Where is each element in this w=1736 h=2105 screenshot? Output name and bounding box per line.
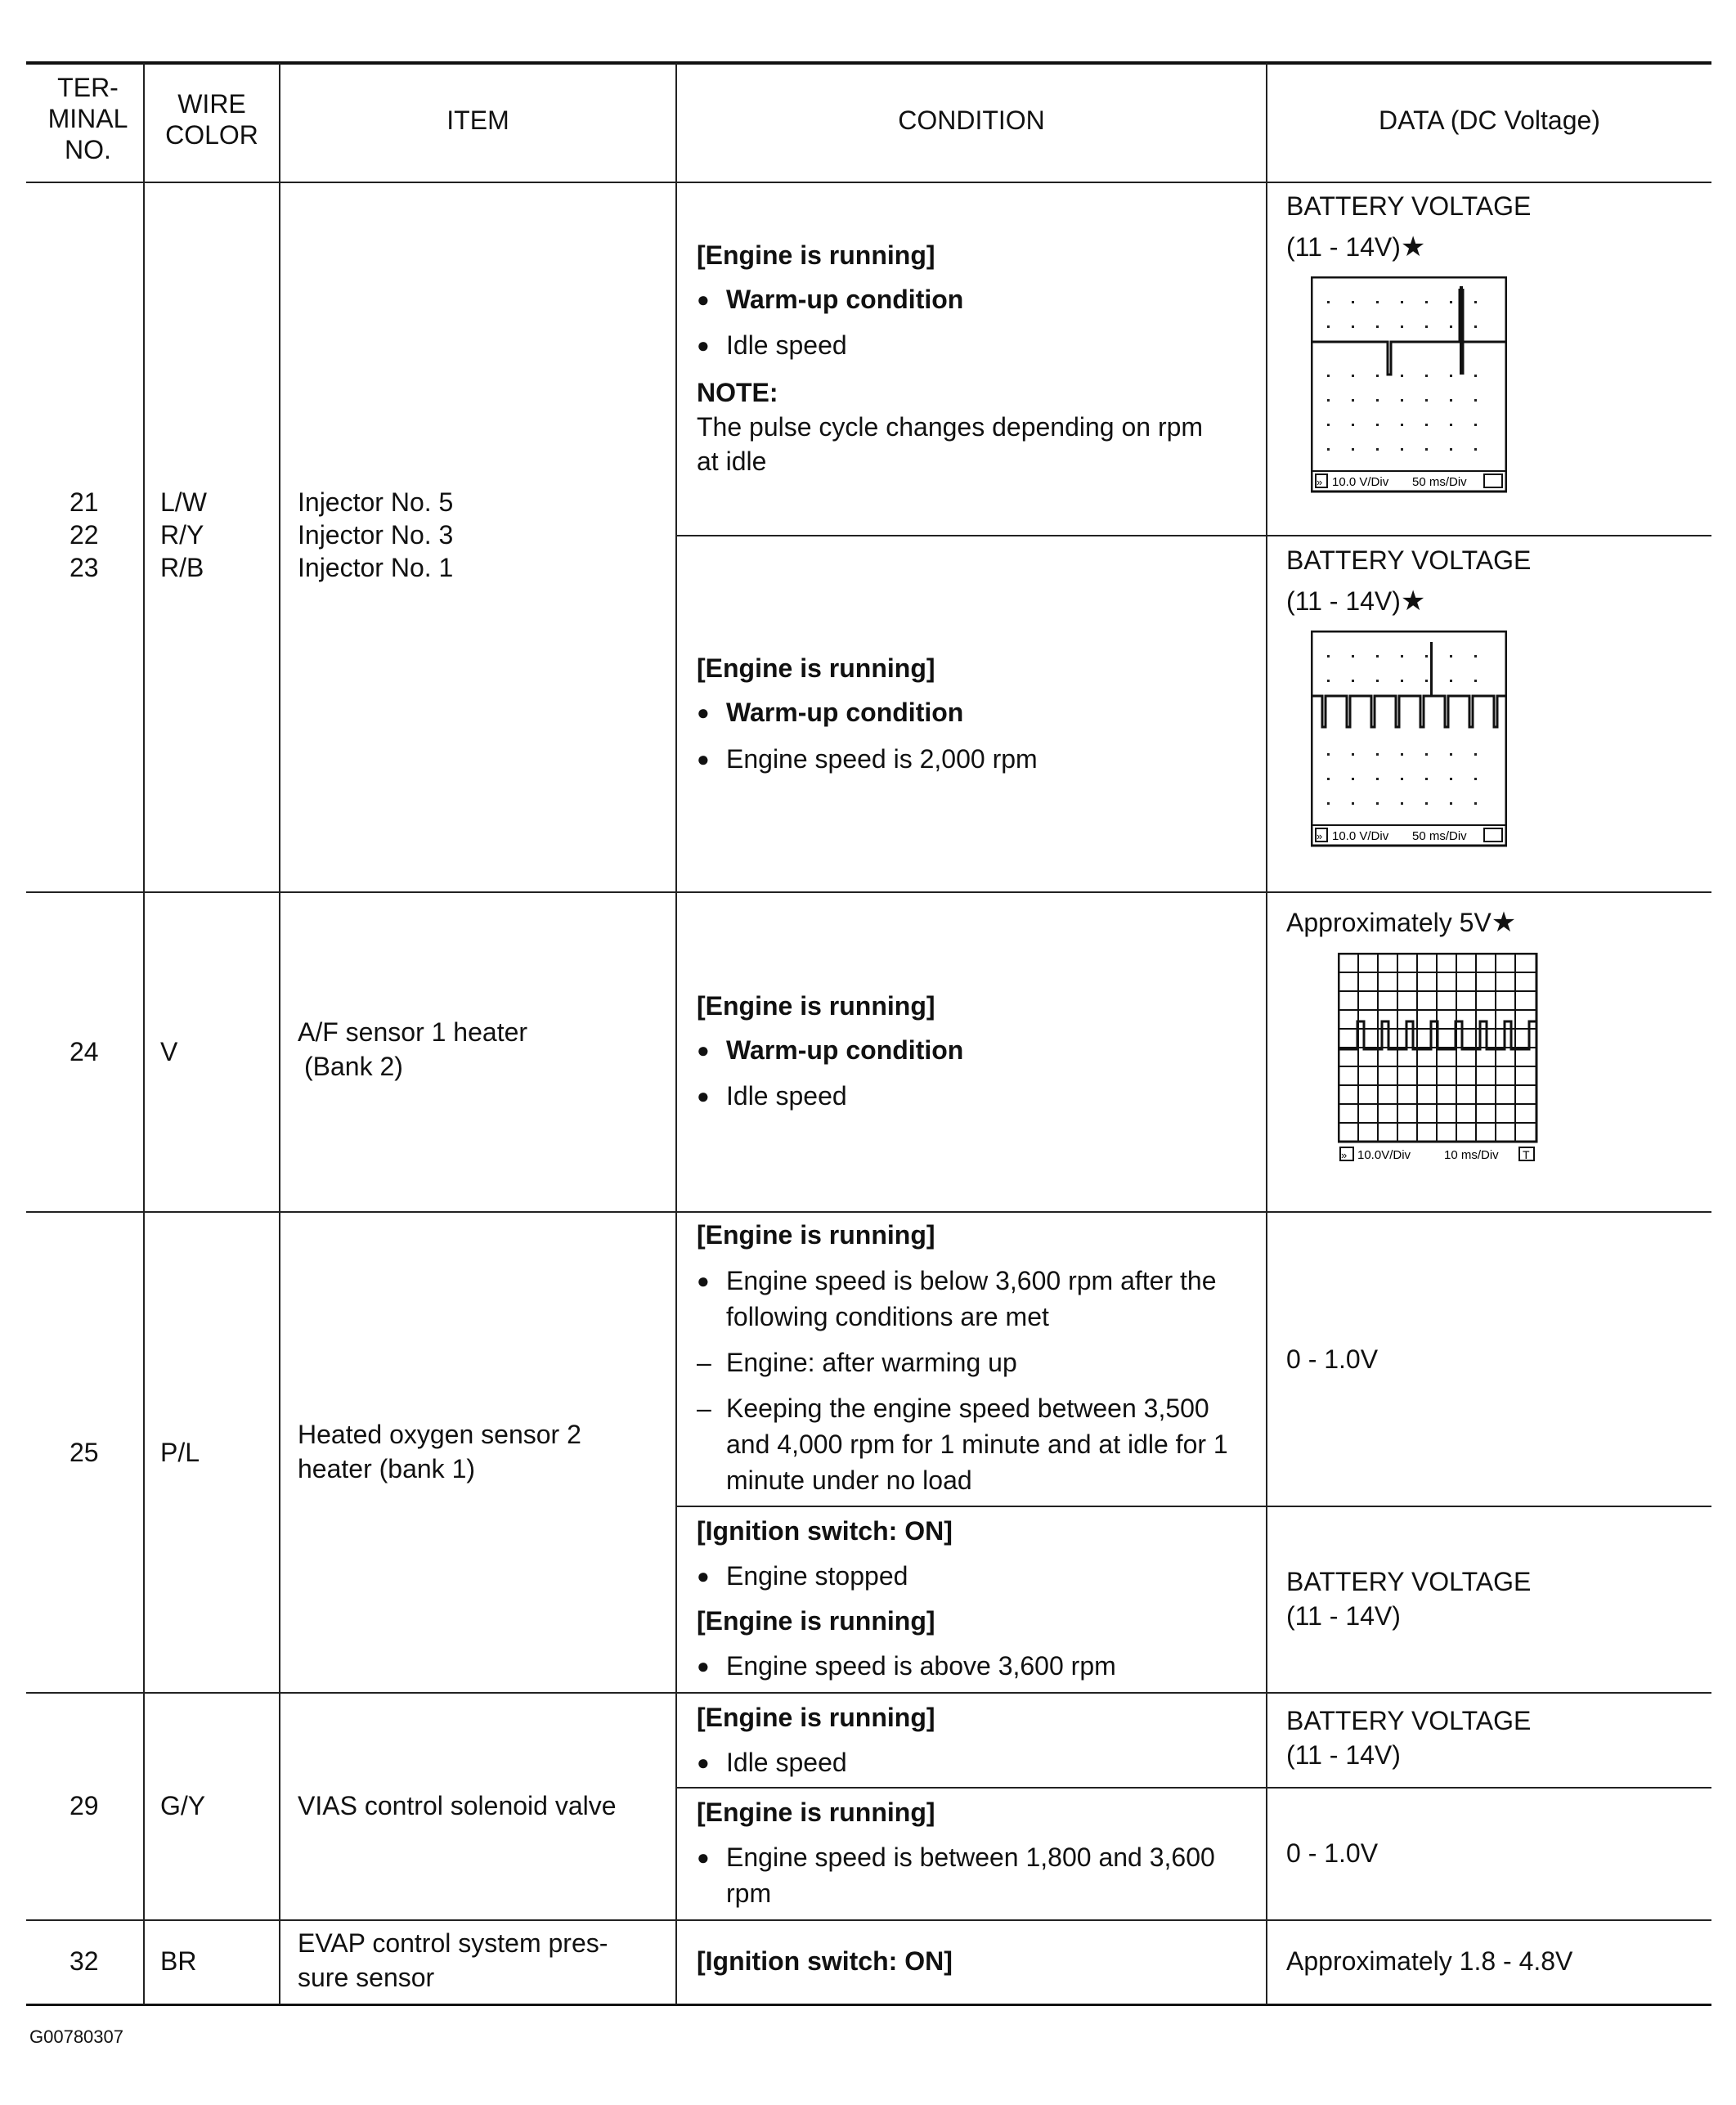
condition-bullet: ● Warm-up condition xyxy=(697,1032,963,1068)
header-wire-line: COLOR xyxy=(165,120,258,150)
condition-text: minute under no load xyxy=(726,1465,972,1495)
condition-heading: [Engine is running] xyxy=(697,653,935,683)
terminal-no: 24 xyxy=(70,1037,99,1066)
col-rule-4 xyxy=(1266,63,1267,2004)
wire-color: G/Y xyxy=(160,1791,206,1820)
oscilloscope-waveform xyxy=(1338,953,1538,1164)
condition-bullet: ● Idle speed xyxy=(697,1078,847,1114)
header-terminal-line: MINAL xyxy=(47,104,128,133)
star-icon: ★ xyxy=(1400,586,1426,617)
data-value: Approximately 1.8 - 4.8V xyxy=(1286,1946,1573,1976)
condition-text: following conditions are met xyxy=(726,1302,1049,1331)
row-divider-29-mid xyxy=(675,1787,1711,1789)
item-name: Heated oxygen sensor 2 xyxy=(298,1420,581,1449)
wire-color: L/W xyxy=(160,487,207,517)
scope-time-div: 10 ms/Div xyxy=(1444,1148,1499,1162)
scope-frame xyxy=(1312,631,1506,846)
scope-frame xyxy=(1312,277,1506,491)
row-divider-25-mid xyxy=(675,1506,1711,1507)
item-name: Injector No. 5 xyxy=(298,487,454,517)
item-name: sure sensor xyxy=(298,1963,435,1992)
header-data: DATA (DC Voltage) xyxy=(1379,105,1600,135)
condition-heading: [Engine is running] xyxy=(697,1703,935,1732)
data-value: 0 - 1.0V xyxy=(1286,1838,1379,1868)
condition-heading: [Ignition switch: ON] xyxy=(697,1516,953,1546)
item-name: Injector No. 1 xyxy=(298,553,454,582)
item-name: EVAP control system pres- xyxy=(298,1928,608,1958)
data-value xyxy=(1286,904,1516,940)
col-rule-2 xyxy=(279,63,280,2004)
terminal-no: 25 xyxy=(70,1438,99,1467)
data-value: 0 - 1.0V xyxy=(1286,1344,1379,1374)
star-icon: ★ xyxy=(1491,907,1517,938)
wire-color: R/Y xyxy=(160,520,204,550)
terminal-no: 22 xyxy=(70,520,99,550)
wire-color: BR xyxy=(160,1946,197,1976)
condition-bullet xyxy=(697,1263,1216,1335)
oscilloscope-waveform xyxy=(1311,276,1507,493)
condition-bullet: ● Engine stopped xyxy=(697,1558,908,1594)
scope-time-div: 50 ms/Div xyxy=(1412,475,1467,489)
item-name: Injector No. 3 xyxy=(298,520,454,550)
condition-sub-item: – Engine: after warming up xyxy=(697,1344,1017,1380)
note-text: at idle xyxy=(697,447,767,476)
row-divider-injectors-mid xyxy=(675,535,1711,536)
figure-code: G00780307 xyxy=(29,2026,123,2047)
condition-text: rpm xyxy=(726,1878,772,1908)
data-value: BATTERY VOLTAGE xyxy=(1286,191,1532,221)
data-value-text: Approximately 5V xyxy=(1286,908,1492,937)
scope-volt-div: 10.0V/Div xyxy=(1357,1148,1411,1162)
wire-color: P/L xyxy=(160,1438,200,1467)
scope-trace xyxy=(1339,1021,1536,1049)
star-icon: ★ xyxy=(1400,231,1426,263)
terminal-no: 21 xyxy=(70,487,99,517)
scope-spike xyxy=(1460,286,1463,375)
col-rule-1 xyxy=(143,63,145,2004)
terminal-no: 29 xyxy=(70,1791,99,1820)
condition-heading: [Engine is running] xyxy=(697,1220,935,1250)
condition-heading: [Engine is running] xyxy=(697,1606,935,1636)
header-terminal-line: NO. xyxy=(65,135,111,164)
condition-heading: [Engine is running] xyxy=(697,1798,935,1827)
condition-text: ● Engine speed is between 1,800 and 3,600 xyxy=(726,1842,1215,1872)
condition-heading: [Ignition switch: ON] xyxy=(697,1946,953,1976)
scope-trigger: T xyxy=(1523,1148,1530,1161)
header-terminal-line: TER- xyxy=(57,73,119,102)
condition-bullet: ● Idle speed xyxy=(697,1744,847,1780)
data-value xyxy=(1286,229,1425,265)
header-condition: CONDITION xyxy=(898,105,1045,135)
condition-bullet: ● Engine speed is 2,000 rpm xyxy=(697,741,1038,777)
item-name: VIAS control solenoid valve xyxy=(298,1791,617,1820)
scope-time-div: 50 ms/Div xyxy=(1412,829,1467,843)
condition-bullet xyxy=(697,1839,1215,1911)
header-wire-line: WIRE xyxy=(177,89,246,119)
col-rule-3 xyxy=(675,63,677,2004)
wire-color: V xyxy=(160,1037,178,1066)
condition-bullet: ● Engine speed is above 3,600 rpm xyxy=(697,1648,1116,1684)
condition-bullet: ● Warm-up condition xyxy=(697,694,963,730)
note-label: NOTE: xyxy=(697,378,778,407)
item-name: (Bank 2) xyxy=(304,1052,403,1081)
condition-heading: [Engine is running] xyxy=(697,991,935,1021)
data-value: BATTERY VOLTAGE xyxy=(1286,1706,1532,1735)
data-value: BATTERY VOLTAGE xyxy=(1286,1567,1532,1596)
condition-text: and 4,000 rpm for 1 minute and at idle for 1 xyxy=(726,1430,1228,1459)
data-value-text: (11 - 14V) xyxy=(1286,232,1401,262)
condition-bullet: ● Warm-up condition xyxy=(697,281,963,317)
data-value: BATTERY VOLTAGE xyxy=(1286,545,1532,575)
item-name: A/F sensor 1 heater xyxy=(298,1017,528,1047)
header-item: ITEM xyxy=(446,105,509,135)
wire-color: R/B xyxy=(160,553,204,582)
scope-volt-div: 10.0 V/Div xyxy=(1332,829,1389,843)
note-text: The pulse cycle changes depending on rpm xyxy=(697,412,1204,442)
header-wire-color xyxy=(145,88,279,150)
header-terminal-no xyxy=(33,72,143,165)
data-value: (11 - 14V) xyxy=(1286,1740,1401,1770)
scope-marker: » xyxy=(1317,830,1323,842)
condition-bullet: ● Idle speed xyxy=(697,327,847,363)
scope-volt-div: 10.0 V/Div xyxy=(1332,475,1389,489)
scope-marker: » xyxy=(1341,1149,1348,1161)
oscilloscope-waveform xyxy=(1311,631,1507,847)
scope-marker: » xyxy=(1317,476,1323,488)
condition-heading: [Engine is running] xyxy=(697,240,935,270)
data-value-text: (11 - 14V) xyxy=(1286,586,1401,616)
condition-text: – Keeping the engine speed between 3,500 xyxy=(726,1394,1209,1423)
condition-sub-item xyxy=(697,1390,1228,1498)
condition-text: ● Engine speed is below 3,600 rpm after the xyxy=(726,1266,1217,1295)
scope-spike xyxy=(1430,642,1433,696)
terminal-no: 32 xyxy=(70,1946,99,1976)
terminal-no: 23 xyxy=(70,553,99,582)
data-value xyxy=(1286,583,1425,619)
item-name: heater (bank 1) xyxy=(298,1454,476,1483)
data-value: (11 - 14V) xyxy=(1286,1601,1401,1631)
